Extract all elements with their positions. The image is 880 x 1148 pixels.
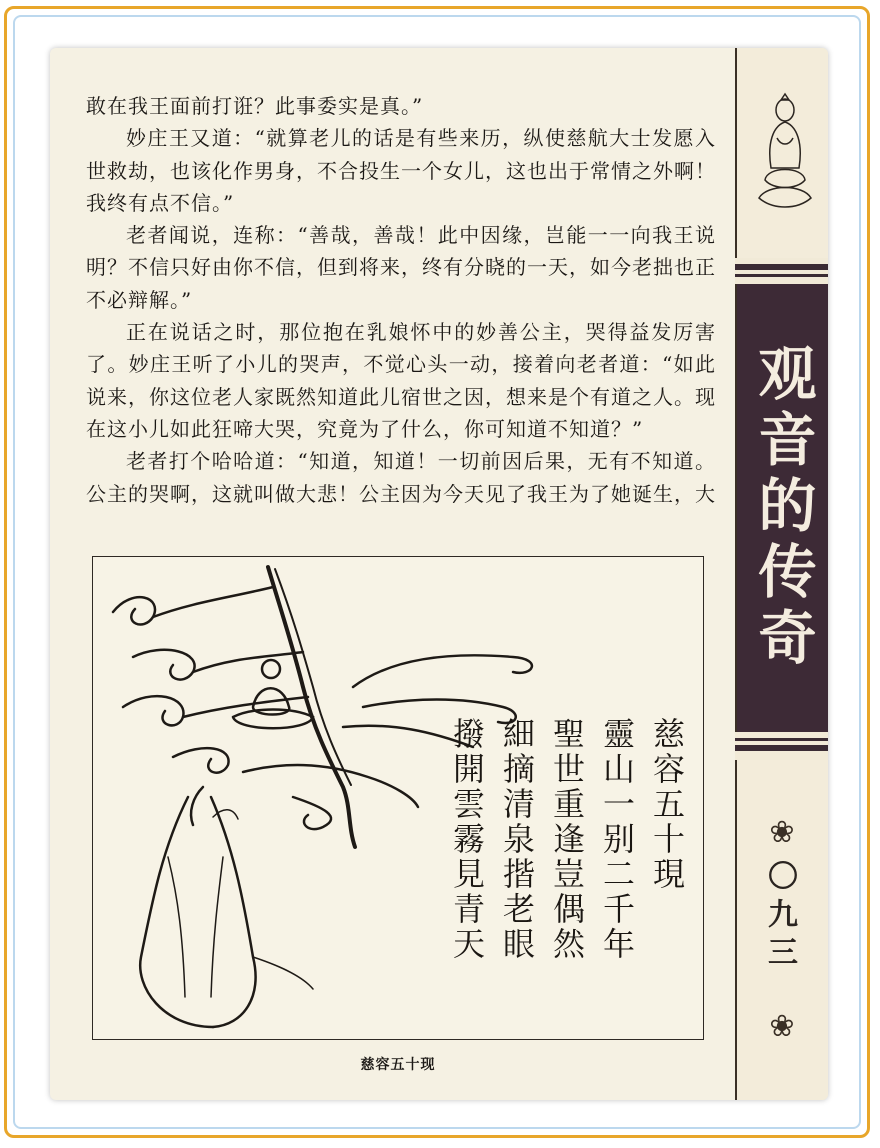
sidebar-top-panel bbox=[735, 48, 828, 258]
body-text bbox=[86, 90, 716, 510]
sidebar bbox=[735, 48, 828, 1100]
divider-stripe bbox=[735, 738, 828, 741]
title-panel bbox=[735, 284, 828, 732]
paragraph: 妙庄王又道：“就算老儿的话是有些来历，纵使慈航大士发愿入世救劫，也该化作男身，不合投生一个女儿，这也出于常情之外啊！我终有点不信。” bbox=[86, 126, 716, 215]
poem-line: 聖世重逢豈偶然 bbox=[548, 717, 586, 962]
poem-line: 靈山一别二千年 bbox=[598, 717, 636, 962]
flower-ornament-icon: ❀ bbox=[769, 815, 795, 850]
page-number: 〇九三 bbox=[762, 860, 797, 974]
flower-ornament-icon: ❀ bbox=[769, 1009, 795, 1044]
divider-stripe bbox=[735, 264, 828, 270]
book-title: 观音的传奇 bbox=[748, 343, 817, 673]
poem bbox=[449, 717, 685, 997]
paragraph: 正在说话之时，那位抱在乳娘怀中的妙善公主，哭得益发厉害了。妙庄王听了小儿的哭声，不觉心头一动，接着向老者道：“如此说来，你这位老人家既然知道此儿宿世之因，想来是个有道之人。现在这小儿如此狂啼大哭，究竟为了什么，你可知道不知道？” bbox=[86, 320, 716, 441]
poem-line: 撥開雲霧見青天 bbox=[448, 717, 486, 962]
paragraph: 老者打个哈哈道：“知道，知道！一切前因后果，无有不知道。公主的哭啊，这就叫做大悲！公主因为今天见了我王为了她诞生，大 bbox=[86, 449, 716, 506]
paragraph: 敢在我王面前打诳？此事委实是真。” bbox=[86, 94, 424, 118]
book-page bbox=[50, 48, 828, 1100]
illustration-caption: 慈容五十现 bbox=[360, 1057, 436, 1073]
poem-line: 慈容五十現 bbox=[648, 717, 686, 892]
divider-stripe bbox=[735, 745, 828, 751]
page-number-panel bbox=[735, 760, 828, 1100]
poem-line: 細摘清泉揩老眼 bbox=[498, 717, 536, 962]
guanyin-figure-icon bbox=[737, 48, 828, 258]
divider-stripe bbox=[735, 274, 828, 277]
illustration-panel bbox=[92, 556, 704, 1040]
paragraph: 老者闻说，连称：“善哉，善哉！此中因缘，岂能一一向我王说明？不信只好由你不信，但到将来，终有分晓的一天，如今老拙也正不必辩解。” bbox=[86, 223, 716, 312]
